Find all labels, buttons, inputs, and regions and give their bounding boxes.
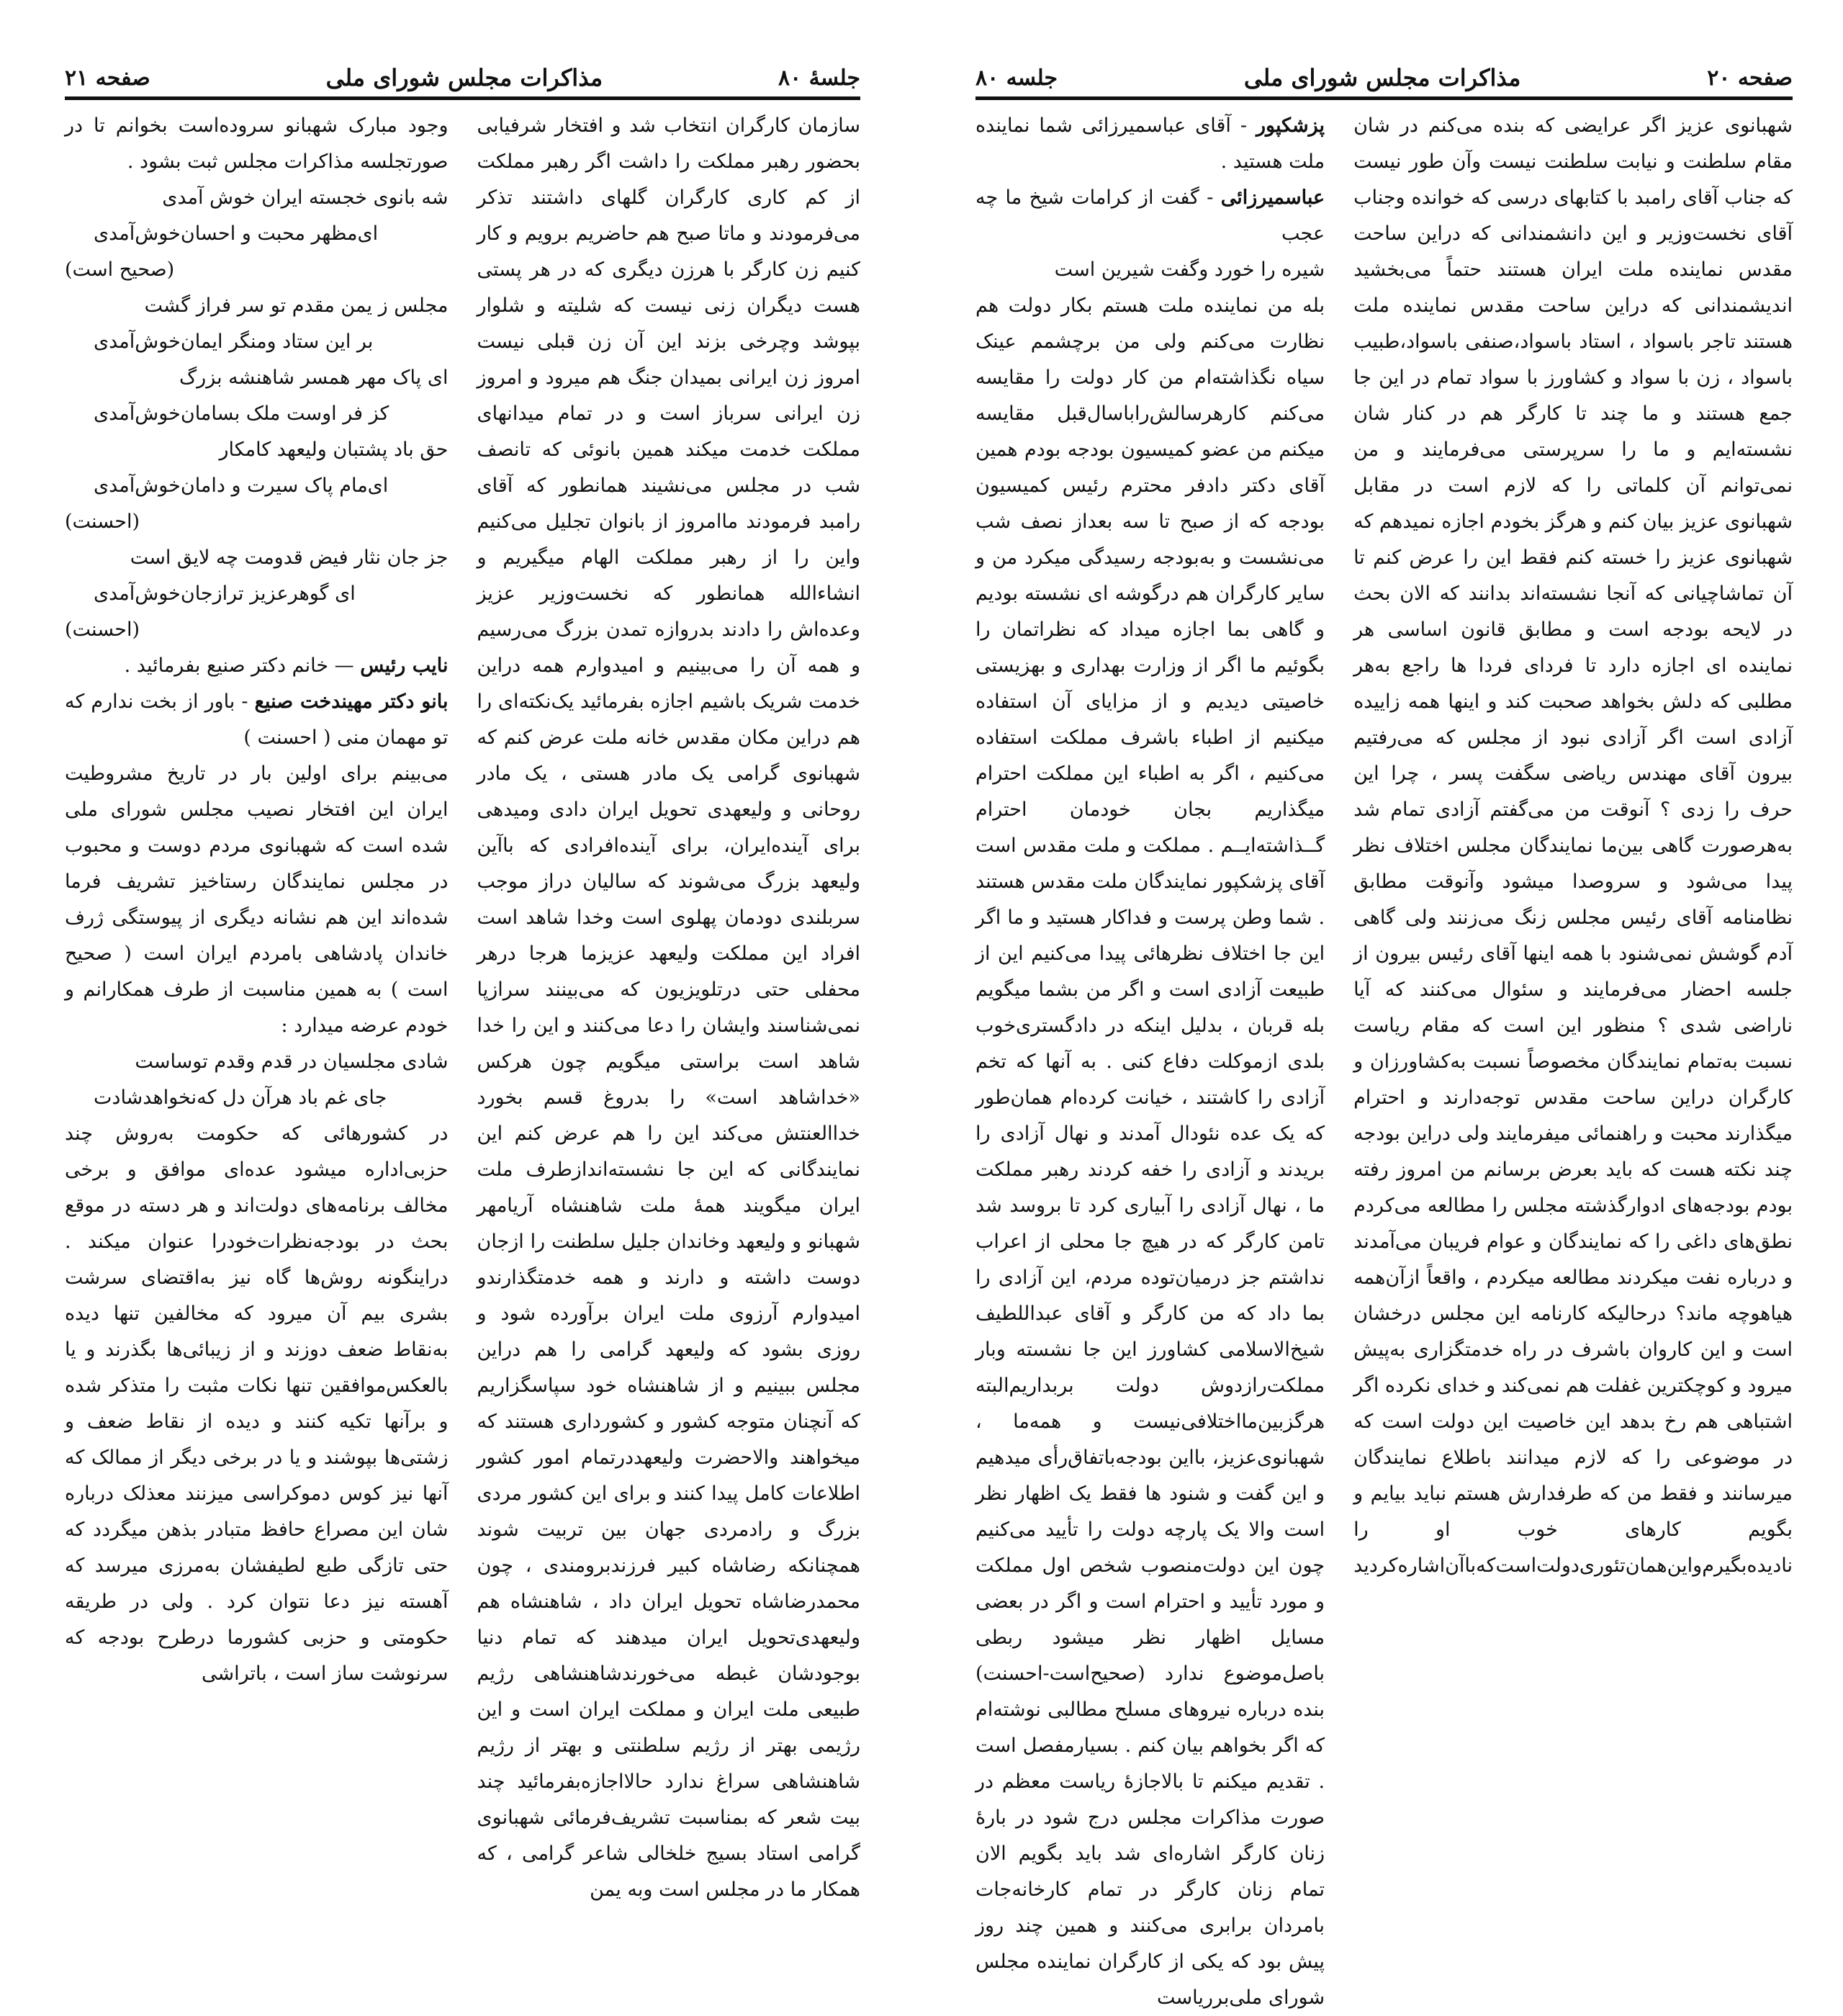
speaker-text: - آقای عباسمیرزائی شما نماینده ملت هستید .	[975, 114, 1325, 173]
paragraph: می‌بینم برای اولین بار در تاریخ مشروطیت ایران این افتخار نصیب مجلس شورای ملی شده است که شهبانوی مردم دوست و محبوب در مجلس نمایندگان رستاخیز تشریف فرما شده‌اند این هم نشانه دیگری از پیوستگی ژرف خاندان پادشاهی بامردم ایران است ( صحیح است ) به همین مناسبت از طرف همکارانم و خودم عرضه میدارد :	[65, 762, 449, 1037]
speaker-paragraph	[65, 648, 449, 684]
header-rule	[65, 96, 860, 100]
verse-line: بر این ستاد ومنگر ایمان‌خوش‌آمدی	[94, 330, 374, 353]
verse-line: ای‌مام پاک سیرت و دامان‌خوش‌آمدی	[94, 474, 389, 497]
verse-line: حق باد پشتبان ولیعهد کامکار	[219, 438, 449, 461]
journal-title: مذاکرات مجلس شورای ملی	[325, 64, 603, 91]
speaker-name: عباسمیرزائی	[1220, 186, 1325, 209]
right-page-columns	[975, 108, 1793, 2009]
speaker-text: - باور از بخت ندارم که تو مهمان منی ( احسنت )	[65, 690, 449, 749]
remark-line: (احسنت)	[65, 618, 140, 641]
verse-line: شادی مجلسیان در قدم وقدم توساست	[135, 1050, 449, 1073]
left-page-right-column	[477, 108, 861, 1901]
paragraph: بله من نماینده ملت هستم بکار دولت هم نظارت می‌کنم ولی من برچشمم عینک سیاه نگذاشته‌ام من کار دولت را مقایسه می‌کنم کارهرسالش‌راباسال‌قبل مقایسه میکنم من عضو کمیسیون بودجه بودم همین آقای دکتر دادفر محترم رئیس کمیسیون بودجه که از صبح تا سه بعداز نصف شب می‌نشست و به‌بودجه رسیدگی میکرد من و سایر کارگران هم درگوشه ای نشسته بودیم و گاهی بما اجازه میداد که نظراتمان را بگوئیم ما اگر از وزارت بهداری و بهزیستی خاصیتی دیدیم و از مزایای آن استفاده میکنیم از اطباء باشرف مملکت استفاده می‌کنیم ، اگر به اطباء این مملکت احترام میگذاریم بجان خودمان احترام گــذاشته‌ایــم . مملکت و ملت مقدس است آقای پزشکپور نمایندگان ملت مقدس هستند . شما وطن پرست و فداکار هستید و ما اگر این جا اختلاف نظرهائی پیدا می‌کنیم این از طبیعت آزادی است و اگر من بشما میگویم بله قربان ، بدلیل اینکه در دادگستری‌خوب بلدی ازموکلت دفاع کنی . به آنها که تخم آزادی را کاشتند ، خیانت کرده‌ام همان‌طور که یک عده نئودال آمدند و نهال آزادی را بریدند و آزادی را خفه کردند رهبر مملکت ما ، نهال آزادی را آبیاری کرد تا بروسد شد تامن کارگر که در هیچ جا محلی از اعراب نداشتم جز درمیان‌توده مردم، این آزادی را بما داد که من کارگر و آقای عبداللطیف شیخ‌الاسلامی کشاورز این جا نشسته وبار مملکت‌رازدوش دولت بربداریم‌البته هرگزبین‌ما‌اختلافی‌نیست و همه‌ما ، شهبانوی‌عزیز، بااین بودجه‌باتفاق‌رأی میدهیم و این گفت و شنود ها فقط یک اظهار نظر است والا یک پارچه دولت را تأیید می‌کنیم چون این دولت‌منصوب شخص اول مملکت و مورد تأیید و احترام است و اگر در بعضی مسایل اظهار نظر میشود ربطی باصل‌موضوع ندارد (صحیح‌است‌-احسنت) بنده درباره نیروهای مسلح مطالبی نوشته‌ام که اگر بخواهم بیان کنم . بسیارمفصل است . تقدیم میکنم تا بالاجازهٔ ریاست معظم در صورت مذاکرات مجلس درج شود در بارهٔ زنان کارگر اشاره‌ای شد باید بگویم الان تمام زنان کارگر در تمام کارخانه‌جات بامردان برابری می‌کنند و همین چند روز پیش بود که یکی از کارگران نماینده مجلس شورای ملی‌برریاست	[975, 294, 1325, 2009]
paragraph: شهبانوی عزیز اگر عرایضی که بنده می‌کنم در شان مقام سلطنت و نیابت سلطنت نیست وآن طور نیست که جناب آقای رامبد با کتابهای درسی که خوانده وجناب آقای نخست‌وزیر و این دانشمندانی که دراین ساحت مقدس نماینده ملت ایران هستند حتماً می‌بخشید اندیشمندانی که دراین ساحت مقدس نماینده ملت هستند تاجر باسواد ، استاد باسواد،صنفی باسواد،طبیب باسواد ، زن با سواد و کشاورز با سواد تمام در این جا جمع هستند و ما چند تا کارگر هم در کنار شان نشسته‌ایم و ما را سرپرستی می‌فرمایند و من نمی‌توانم آن کلماتی را که لازم است در مقابل شهبانوی عزیز بیان کنم و هرگز بخودم اجازه نمیدهم که شهبانوی عزیز را خسته کنم فقط این را عرض کنم تا آن تماشاچیانی که آنجا نشسته‌اند بدانند که الان بحث در لایحه بودجه است و مطابق قانون اساسی هر نماینده ای اجازه دارد تا فردای فردا ها راجع به‌هر مطلبی که دلش بخواهد صحبت کند و اینها همه زاییده آزادی است اگر آزادی نبود از مجلس که می‌رفتیم بیرون آقای مهندس ریاضی سگفت پسر ، چرا این حرف را زدی ؟ آنوقت من می‌گفتم آزادی تمام شد به‌هرصورت گاهی بین‌ما نمایندگان مجلس اختلاف نظر پیدا می‌شود و سروصدا میشود وآنوقت مطابق نظامنامه آقای رئیس مجلس زنگ می‌زنند ولی گاهی آدم گوشش نمی‌شنود با همه اینها آقای رئیس بیرون از جلسه احضار می‌فرمایند و سئوال می‌کنند که آیا ناراضی شدی ؟ منظور این است که مقام ریاست نسبت به‌تمام نمایندگان مخصوصاً نسبت به‌کشاورزان و کارگران دراین ساحت مقدس توجه‌دارند و احترام میگذارند محبت و راهنمائی میفرمایند ولی دراین بودجه چند نکته هست که باید بعرض برسانم من امروز رفته بودم بودجه‌های ادوارگذشته مجلس را مطالعه می‌کردم نطق‌های داغی را که نمایندگان و عوام فریبان می‌آمدند و درباره نفت میکردند مطالعه میکردم ، واقعاً ازآن‌همه هیاهوچه ماند؟ درحالیکه کارنامه این مجلس درخشان است و این کاروان باشرف در راه خدمتگزاری به‌پیش میرود و کوچکترین غفلت هم نمی‌کند و خدای نکرده اگر اشتباهی هم رخ بدهد این خاصیت این دولت است که در موضوعی را که لازم میدانند باطلاع نمایندگان میرسانند و فقط من که طرفدارش هستم نباید بیایم و بگویم کارهای خوب او را نادیده‌بگیرم‌واین‌همان‌تئوری‌دولت‌است‌که‌باآن‌اشاره‌کردید	[1353, 114, 1793, 1577]
speaker-paragraph	[65, 684, 449, 756]
speaker-name: پزشکپور	[1256, 114, 1325, 137]
verse-line: ای گوهرعزیز ترازجان‌خوش‌آمدی	[94, 582, 356, 605]
session-number: جلسهٔ ۸۰	[778, 65, 860, 91]
remark-line: (احسنت)	[65, 510, 140, 533]
speaker-text: — خانم دکتر صنیع بفرمائید .	[124, 654, 361, 677]
verse-line: شیره را خورد وگفت شیرین است	[1054, 258, 1325, 281]
page-number: صفحه ۲۰	[1707, 65, 1793, 91]
speaker-name: بانو دکتر مهیندخت صنیع	[254, 690, 449, 713]
right-page	[954, 0, 1843, 2009]
speaker-paragraph	[975, 108, 1325, 180]
journal-title: مذاکرات مجلس شورای ملی	[1243, 64, 1521, 91]
right-page-header	[975, 59, 1793, 96]
paragraph: وجود مبارک شهبانو سروده‌است بخوانم تا در صورتجلسه مذاکرات مجلس ثبت بشود .	[65, 114, 449, 173]
verse-line: مجلس ز یمن مقدم تو سر فراز گشت	[144, 294, 449, 317]
left-page-columns	[65, 108, 860, 1901]
verse-line: ای پاک مهر همسر شاهنشه بزرگ	[179, 366, 449, 389]
paragraph: سازمان کارگران انتخاب شد و افتخار شرفیابی بحضور رهبر مملکت را داشت اگر رهبر مملکت از کم کاری کارگران گلهای داشتند تذکر می‌فرمودند و ماتا صبح هم حاضریم برویم و کار کنیم زن کارگر با هرزن دیگری که در هر پستی هست دیگران زنی نیست که شلیته و شلوار بپوشد وچرخی بزند این آن زن قبلی نیست امروز زن ایرانی بمیدان جنگ هم میرود و امروز زن ایرانی سرباز است و در تمام میدانهای مملکت خدمت میکند همین بانوئی که تانصف شب در مجلس می‌نشیند همانطور که آقای رامبد فرمودند ماامروز از بانوان تجلیل می‌کنیم واین را از رهبر مملکت الهام میگیریم و انشاءالله همانطور که نخست‌وزیر عزیز وعده‌اش را دادند بدروازه تمدن بزرگ می‌رسیم و همه آن را می‌بینیم و امیدوارم همه دراین خدمت شریک باشیم اجازه بفرمائید یک‌نکته‌ای را هم دراین مکان مقدس خانه ملت عرض کنم که شهبانوی گرامی یک مادر هستی ، یک مادر روحانی و ولیعهدی تحویل ایران دادی ومیدهی برای آینده‌ایران، برای آینده‌افرادی که باآین ولیعهد بزرگ می‌شوند که سالیان دراز موجب سربلندی دودمان پهلوی است وخدا شاهد است افراد این مملکت ولیعهد عزیزما هرجا درهر محفلی حتی درتلویزیون که می‌بینند سرازپا نمی‌شناسند وایشان را دعا می‌کنند و این را خدا شاهد است براستی میگویم چون هرکس «خداشاهد است» را بدروغ قسم بخورد خداالعنتش می‌کند این را هم عرض کنم این نمایندگانی که این جا نشسته‌اندازطرف ملت ایران میگویند همهٔ ملت شاهنشاه آریامهر شهبانو و ولیعهد وخاندان جلیل سلطنت را ازجان دوست داشته و دارند و همه خدمتگذارندو امیدوارم آرزوی ملت ایران برآورده شود و روزی بشود که ولیعهد گرامی را هم دراین مجلس ببینیم و از شاهنشاه خود سپاسگزاریم که آنچنان متوجه کشور و کشورداری هستند که میخواهند والاحضرت ولیعهددرتمام امور کشور اطلاعات کامل پیدا کنند و برای این کشور مردی بزرگ و رادمردی جهان بین تربیت شوند همچنانکه رضاشاه کبیر فرزندبرومندی ، چون محمدرضاشاه تحویل ایران داد ، شاهنشاه هم ولیعهدی‌تحویل ایران میدهند که تمام دنیا بوجودشان غبطه می‌خورندشاهنشاهی رژیم طبیعی ملت ایران و مملکت ایران است و این رژیمی بهتر از رژیم سلطنتی و بهتر از رژیم شاهنشاهی سراغ ندارد حالااجازه‌بفرمائید چند بیت شعر که بمناسبت تشریف‌فرمائی شهبانوی گرامی استاد بسیج خلخالی شاعر گرامی ، که همکار ما در مجلس است وبه یمن	[477, 114, 860, 1901]
left-page-left-column	[65, 108, 449, 1685]
verse-line: جز جان نثار فیض قدومت چه لایق است	[130, 546, 449, 569]
paragraph: در کشورهائی که حکومت به‌روش چند حزبی‌اداره میشود عده‌ای موافق و برخی مخالف برنامه‌های دولت‌اند و هر دسته در موقع بحث در بودجه‌نظرات‌خودرا عنوان میکند . دراینگونه روش‌ها گاه نیز به‌اقتضای سرشت بشری بیم آن میرود که مخالفین تنها دیده به‌نقاط ضعف دوزند و از زیبائی‌ها بگذرند و یا بالعکس‌موافقین تنها نکات مثبت را متذکر شده و برآنها تکیه کنند و دیده از نقاط ضعف و زشتی‌ها بپوشند و یا در برخی دیگر از ممالک که آنها نیز کوس دموکراسی میزنند معذلک درباره شان این مصراع حافظ متبادر بذهن میگردد که حتی تازگی طبع لطیفشان به‌مرزی میرسد که آهسته نیز دعا نتوان کرد . ولی در طریقه حکومتی و حزبی کشورما درطرح بودجه که سرنوشت ساز است ، باتراشی	[65, 1122, 449, 1685]
speaker-text: - گفت از کرامات شیخ ما چه عجب	[975, 186, 1325, 245]
session-number: جلسه ۸۰	[975, 65, 1058, 91]
left-page-header	[65, 59, 860, 96]
remark-line: (صحیح است)	[65, 258, 175, 281]
left-page	[0, 0, 889, 1901]
right-page-left-column	[975, 108, 1325, 2009]
right-page-right-column	[1353, 108, 1793, 1577]
verse-line: شه بانوی خجسته ایران خوش آمدی	[162, 186, 449, 209]
page-gutter	[889, 0, 954, 1444]
header-rule	[975, 96, 1793, 100]
verse-line: ای‌مظهر محبت و احسان‌خوش‌آمدی	[94, 222, 379, 245]
speaker-paragraph	[975, 180, 1325, 252]
page-number: صفحه ۲۱	[65, 65, 150, 91]
speaker-name: نایب رئیس	[360, 654, 449, 677]
verse-line: جای غم باد هرآن دل که‌نخواهدشادت	[94, 1086, 387, 1109]
verse-line: کز فر اوست ملک بسامان‌خوش‌آمدی	[94, 402, 389, 425]
